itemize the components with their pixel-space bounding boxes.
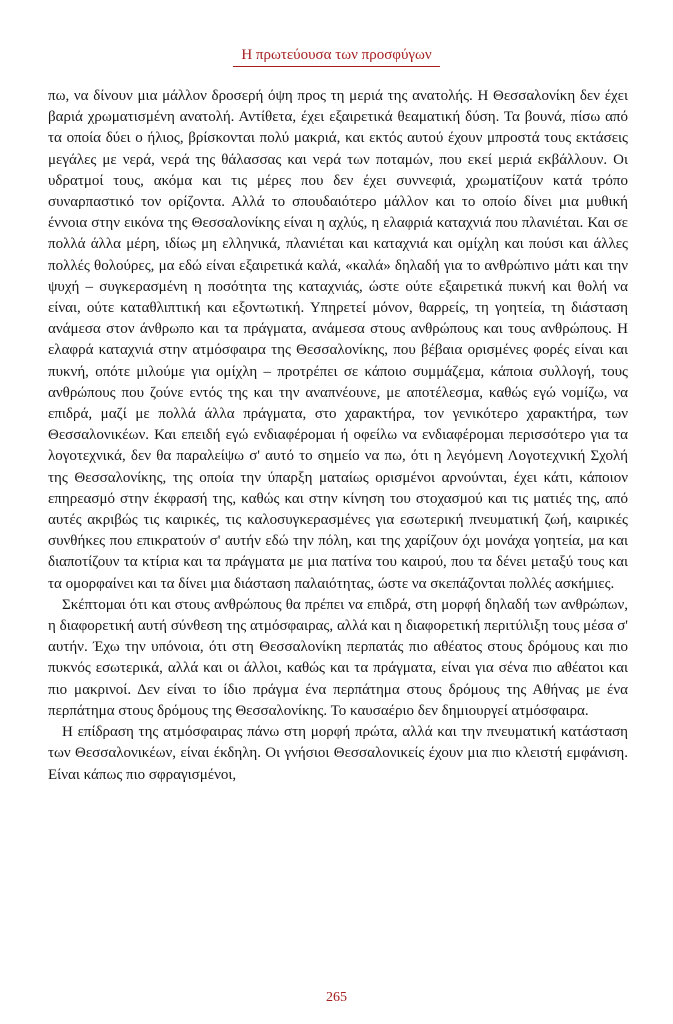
body-text: [48, 86, 628, 786]
running-header: [0, 44, 673, 67]
page-number: 265: [326, 990, 347, 1005]
paragraph: Σκέπτομαι ότι και στους ανθρώπους θα πρέπει να επιδρά, στη μορφή δηλαδή των ανθρώπων, η διαφορετική αυτή σύνθεση της ατμόσφαιρας, αλλά και η διαφορετική περιτύλιξη τους μέσα σ' αυτήν. Έχω την υπόνοια, ότι στη Θεσσαλονίκη περπατάς πιο αθέατος στους δρόμους και πιο πυκνός εσωτερικά, αλλά και οι άλλοι, καθώς και τα πράγματα, είναι για σένα πιο αθέατοι και πιο μακρινοί. Δεν είναι το ίδιο πράγμα ένα περπάτημα στους δρόμους της Αθήνας με ένα περπάτημα στους δρόμους της Θεσσαλονίκης. Το καυσαέριο δεν δημιουργεί ατμόσφαιρα.: [48, 596, 628, 719]
paragraph: πω, να δίνουν μια μάλλον δροσερή όψη προς τη μεριά της ανατολής. Η Θεσσαλονίκη δεν έχει βαριά χρωματισμένη ανατολή. Αντίθετα, έχει εξαιρετικά θεαματική δύση. Τα βουνά, πίσω από τα οποία δύει ο ήλιος, βρίσκονται πολύ μακριά, και εκτός αυτού έχουν μπροστά τους εκτάσεις μεγάλες με νερά, νερά της θάλασσας και νερά των ποταμών, που εκεί μεριά εκβάλλουν. Οι υδρατμοί τους, ακόμα και τις μέρες που δεν έχει συννεφιά, χρωματίζουν κατά τρόπο συναρπαστικό τον ορίζοντα. Αλλά το σπουδαιότερο μάλλον και το οποίο δίνει μια μυθική έννοια στην εικόνα της Θεσσαλονίκης είναι η αχλύς, η ελαφριά καταχνιά που πλανιέται. Και σε πολλά άλλα μέρη, ιδίως μη ελληνικά, πλανιέται και καταχνιά και ομίχλη και πούσι και άλλες πολλές θολούρες, μα εδώ είναι εξαιρετικά καλά, «καλά» δηλαδή για το ανθρώπινο μάτι και την ψυχή – συγκερασμένη η ποσότητα της καταχνιάς, ώστε ούτε εξαιρετικά πυκνή και θολή να είναι, ούτε καταθλιπτική και εξοντωτική. Υπηρετεί μόνον, θαρρείς, τη γοητεία, τη διάσταση ανάμεσα στον άνθρωπο και τα πράγματα, ανάμεσα στους ανθρώπους και τους ανθρώπους. Η ελαφρά καταχνιά στην ατμόσφαιρα της Θεσσαλονίκης, που βέβαια ορισμένες φορές είναι και πυκνή, οπότε μιλούμε για ομίχλη – προτρέπει σε κάποιο συμμάζεμα, κάποια συλλογή, τους ανθρώπους που ζούνε εντός της και την αναπνέουνε, με αποτέλεσμα, καθώς εγώ νομίζω, να επιδρά, μαζί με πολλά άλλα πράγματα, στο χαρακτήρα, τον γενικότερο χαρακτήρα, των Θεσσαλονικέων. Και επειδή εγώ ενδιαφέρομαι ή οφείλω να ενδιαφέρομαι περισσότερο για τα λογοτεχνικά, δεν θα παραλείψω σ' αυτό το σημείο να πω, ότι η λεγόμενη Λογοτεχνική Σχολή της Θεσσαλονίκης, της οποία την ύπαρξη ματαίως ορισμένοι αρνούνται, έχει κάτι, κάποιον επηρεασμό στην έκφρασή της, καθώς και στην κίνηση του στοχασμού και τις ματιές της, από αυτές ακριβώς τις καιρικές, τις καλοσυγκερασμένες για εσωτερική πνευματική ζωή, καιρικές συνθήκες που επικρατούν σ' αυτήν εδώ την πόλη, και της χαρίζουν όχι μονάχα γοητεία, μα και διαποτίζουν τα κτίρια και τα πράγματα με μια πατίνα του καιρού, που τα δένει μεταξύ τους και τα ομορφαίνει και τα δίνει μια διάσταση παλαιότητας, ώστε να σκεπάζονται πολλές ασκήμιες.: [48, 88, 628, 592]
running-header-title: Η πρωτεύουσα των προσφύγων: [233, 47, 439, 67]
paragraph: Η επίδραση της ατμόσφαιρας πάνω στη μορφή πρώτα, αλλά και την πνευματική κατάσταση των Θεσσαλονικέων, είναι έκδηλη. Οι γνήσιοι Θεσσαλονικείς έχουν μια πιο κλειστή εμφάνιση. Είναι κάπως πιο σφραγισμένοι,: [48, 724, 628, 783]
